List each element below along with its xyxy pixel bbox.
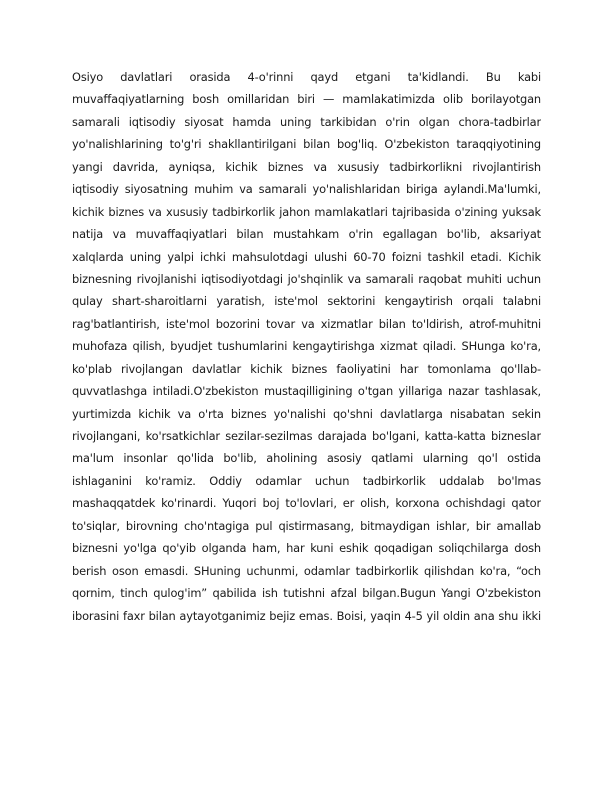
- text-line: mashaqqatdek ko'rinardi. Yuqori boj to'lovlari, er olish, korxona ochishdagi qator: [72, 496, 541, 511]
- text-line: yo'nalishlarining to'g'ri shakllantirilgani bilan bog'liq. O'zbekiston taraqqiyotining: [72, 137, 541, 152]
- text-line: xalqlarda uning yalpi ichki mahsulotdagi ulushi 60-70 foizni tashkil etadi. Kichik: [72, 249, 541, 264]
- text-line: rivojlangani, ko'rsatkichlar sezilar-sezilmas darajada bo'lgani, katta-katta bizneslar: [72, 429, 541, 443]
- text-line: rag'batlantirish, iste'mol bozorini tovar va xizmatlar bilan to'ldirish, atrof-muhitni: [72, 316, 541, 331]
- text-line: ko'plab rivojlangan davlatlar kichik biznes faoliyatini har tomonlama qo'llab-: [72, 361, 541, 376]
- text-line: Osiyo davlatlari orasida 4-o'rinni qayd etgani ta'kidlandi. Bu kabi: [72, 70, 541, 84]
- text-line: yangi davrida, ayniqsa, kichik biznes va xususiy tadbirkorlikni rivojlantirish: [72, 159, 541, 174]
- text-line: iqtisodiy siyosatning muhim va samarali yo'nalishlaridan biriga aylandi.Ma'lumki,: [72, 182, 541, 197]
- text-line: quvvatlashga intiladi.O'zbekiston mustaqilligining o'tgan yillariga nazar tashlasak,: [72, 384, 541, 399]
- text-line: qulay shart-sharoitlarni yaratish, iste'mol sektorini kengaytirish orqali talabni: [72, 294, 541, 309]
- text-line: biznesni yo'lga qo'yib olganda ham, har kuni eshik qoqadigan soliqchilarga dosh: [72, 541, 541, 556]
- text-line: berish oson emasdi. SHuning uchunmi, odamlar tadbirkorlik qilishdan ko'ra, “och: [72, 563, 541, 578]
- text-line: natija va muvaffaqiyatlari bilan mustahkam o'rin egallagan bo'lib, aksariyat: [72, 227, 541, 242]
- text-line: muhofaza qilish, byudjet tushumlarini kengaytirishga xizmat qiladi. SHunga ko'ra,: [72, 339, 541, 354]
- text-line: to'siqlar, birovning cho'ntagiga pul qistirmasang, bitmaydigan ishlar, bir amallab: [72, 518, 541, 533]
- text-line: biznesning rivojlanishi iqtisodiyotdagi jo'shqinlik va samarali raqobat muhiti uchun: [72, 271, 541, 286]
- text-line: kichik biznes va xususiy tadbirkorlik jahon mamlakatlari tajribasida o'zining yuksak: [72, 204, 541, 219]
- text-line: yurtimizda kichik va o'rta biznes yo'nalishi qo'shni davlatlarga nisabatan sekin: [72, 406, 541, 421]
- text-line: iborasini faxr bilan aytayotganimiz bejiz emas. Boisi, yaqin 4-5 yil oldin ana shu ikki: [72, 608, 541, 623]
- text-line: ma'lum insonlar qo'lida bo'lib, aholining asosiy qatlami ularning qo'l ostida: [72, 451, 541, 466]
- text-line: samarali iqtisodiy siyosat hamda uning tarkibidan o'rin olgan chora-tadbirlar: [72, 114, 541, 129]
- text-line: muvaffaqiyatlarning bosh omillaridan biri — mamlakatimizda olib borilayotgan: [72, 92, 541, 107]
- text-line: ishlaganini ko'ramiz. Oddiy odamlar uchun tadbirkorlik uddalab bo'lmas: [72, 473, 541, 488]
- text-line: qornim, tinch qulog'im” qabilida ish tutishni afzal bilgan.Bugun Yangi O'zbekiston: [72, 586, 541, 601]
- body-paragraph: [72, 66, 541, 627]
